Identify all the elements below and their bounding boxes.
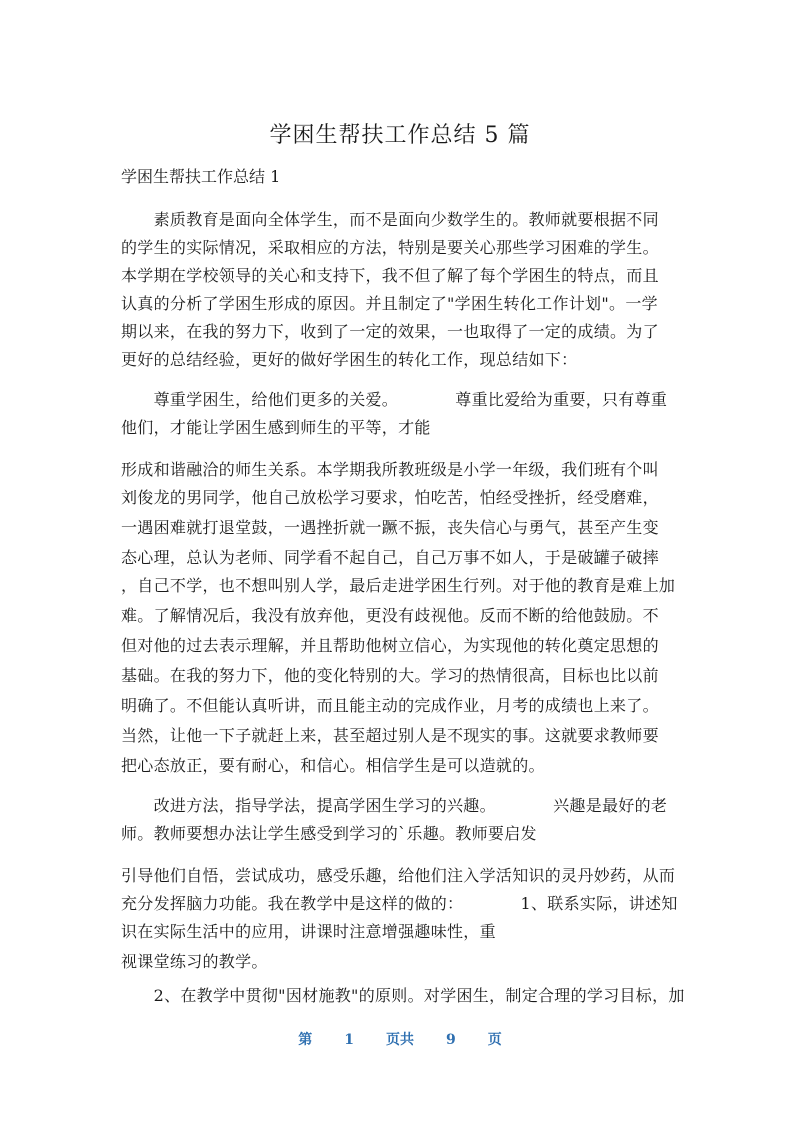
footer-page-number: 1 [344, 1032, 354, 1048]
text-line: 期以来，在我的努力下，收到了一定的效果，一也取得了一定的成绩。为了 [121, 322, 659, 341]
page-footer [0, 1029, 800, 1049]
text-line: 当然，让他一下子就赶上来，甚至超过别人是不现实的事。这就要求教师要 [121, 726, 659, 745]
text-line: 充分发挥脑力功能。我在教学中是这样的做的： 1、联系实际，讲述知 [121, 894, 678, 913]
text-line: 他们，才能让学困生感到师生的平等，才能 [121, 418, 431, 437]
section-heading: 学困生帮扶工作总结 1 [121, 167, 281, 186]
text-line: 识在实际生活中的应用，讲课时注意增强趣味性，重 [121, 922, 496, 941]
text-line: 认真的分析了学困生形成的原因。并且制定了"学困生转化工作计划"。一学 [121, 294, 658, 313]
text-line: 引导他们自悟，尝试成功，感受乐趣，给他们注入学活知识的灵丹妙药，从而 [121, 866, 676, 885]
text-line: 刘俊龙的男同学，他自己放松学习要求，怕吃苦，怕经受挫折，经受磨难， [121, 488, 659, 507]
text-line: 视课堂练习的教学。 [121, 952, 268, 971]
text-line: 素质教育是面向全体学生，而不是面向少数学生的。教师就要根据不同 [121, 210, 659, 229]
text-line: 明确了。不但能认真听讲，而且能主动的完成作业，月考的成绩也上来了。 [121, 696, 659, 715]
text-line: 基础。在我的努力下，他的变化特别的大。学习的热情很高，目标也比以前 [121, 666, 659, 685]
footer-page-suffix: 页 [487, 1032, 502, 1048]
text-line: 的学生的实际情况，采取相应的方法，特别是要关心那些学习困难的学生。 [121, 238, 659, 257]
text-line: 一遇困难就打退堂鼓，一遇挫折就一蹶不振，丧失信心与勇气，甚至产生变 [121, 518, 659, 537]
text-line: 2、在教学中贯彻"因材施教"的原则。对学困生，制定合理的学习目标，加 [121, 986, 685, 1005]
text-line: 态心理，总认为老师、同学看不起自己，自己万事不如人，于是破罐子破摔 [121, 548, 659, 567]
text-line: 形成和谐融洽的师生关系。本学期我所教班级是小学一年级，我们班有个叫 [121, 460, 659, 479]
text-line: 改进方法，指导学法，提高学困生学习的兴趣。 兴趣是最好的老 [121, 796, 668, 815]
footer-page-word: 第 [298, 1032, 313, 1048]
text-line: 把心态放正，要有耐心，和信心。相信学生是可以造就的。 [121, 756, 545, 775]
text-line: 尊重学困生，给他们更多的关爱。 尊重比爱给为重要，只有尊重 [121, 390, 668, 409]
document-title: 学困生帮扶工作总结 5 篇 [269, 123, 531, 148]
text-line: ，自己不学，也不想叫别人学，最后走进学困生行列。对于他的教育是难上加 [121, 576, 676, 595]
footer-total-word: 页共 [386, 1032, 414, 1048]
text-line: 但对他的过去表示理解，并且帮助他树立信心，为实现他的转化奠定思想的 [121, 636, 659, 655]
text-line: 本学期在学校领导的关心和支持下，我不但了解了每个学困生的特点，而且 [121, 266, 659, 285]
footer-total-number: 9 [446, 1032, 456, 1048]
text-line: 师。教师要想办法让学生感受到学习的`乐趣。教师要启发 [121, 824, 537, 843]
text-line: 难。了解情况后，我没有放弃他，更没有歧视他。反而不断的给他鼓励。不 [121, 606, 659, 625]
text-line: 更好的总结经验，更好的做好学困生的转化工作，现总结如下： [121, 350, 578, 369]
